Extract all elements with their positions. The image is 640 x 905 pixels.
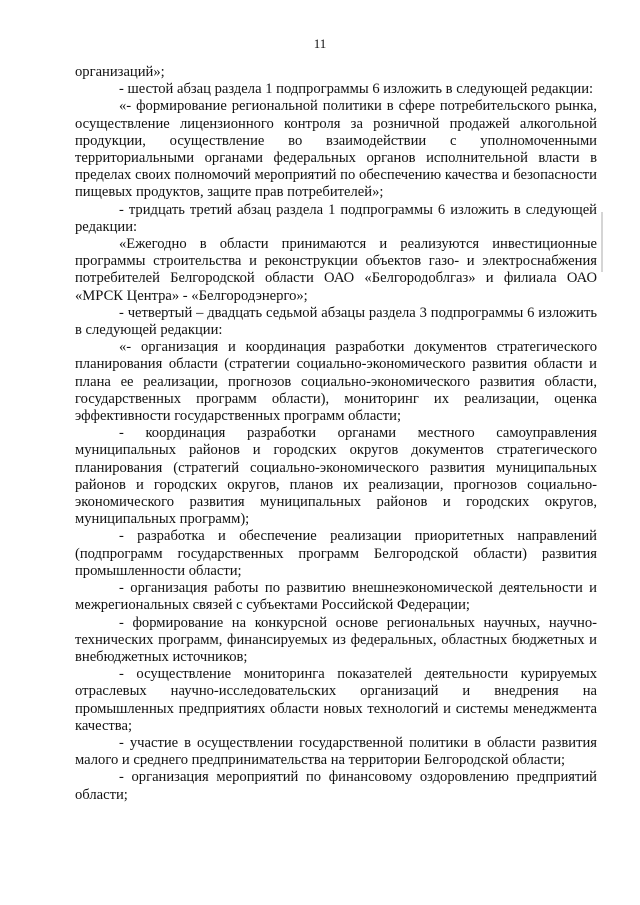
paragraph: - разработка и обеспечение реализации приоритетных направлений (подпрограмм государственных программ Белгородской области) развития промышленности области; [75, 528, 597, 579]
paragraph: - формирование на конкурсной основе региональных научных, научно-технических программ, финансируемых из федеральных, областных бюджетных и внебюджетных источников; [75, 614, 597, 665]
document-body [75, 64, 597, 804]
page-number: 11 [313, 36, 327, 51]
paragraph: - шестой абзац раздела 1 подпрограммы 6 изложить в следующей редакции: [119, 81, 594, 98]
paragraph: «- организация и координация разработки документов стратегического планирования области (стратегии социально-экономического развития области и плана ее реализации, прогнозов социально-экономического развития области, государственных программ области), мониторинг их реализации, оценка эффективности государственных программ области; [75, 339, 597, 425]
paragraph: «- формирование региональной политики в сфере потребительского рынка, осуществление лицензионного контроля за розничной продажей алкогольной продукции, осуществление во взаимодействии с уполномоченными территориальными органами федеральных органов исполнительной власти в пределах своих полномочий мероприятий по обеспечению качества и безопасности пищевых продуктов, защите прав потребителей»; [75, 98, 597, 201]
paragraph: - четвертый – двадцать седьмой абзацы раздела 3 подпрограммы 6 изложить в следующей редакции: [75, 304, 597, 339]
paragraph: организаций»; [75, 64, 165, 80]
scan-artifact [598, 212, 608, 272]
paragraph: - организация мероприятий по финансовому оздоровлению предприятий области; [75, 769, 597, 803]
paragraph: «Ежегодно в области принимаются и реализуются инвестиционные программы строительства и реконструкции объектов газо- и электроснабжения потребителей Белгородской области ОАО «Белгородоблгаз» и филиала ОАО «МРСК Центра» - «Белгородэнерго»; [75, 236, 597, 304]
paragraph: - координация разработки органами местного самоуправления муниципальных районов и городских округов документов стратегического планирования (стратегий социально-экономического развития муниципальных районов и городских округов, планов их реализации, прогнозов социально-экономического развития муниципальных районов и городских округов, муниципальных программ); [75, 425, 597, 528]
paragraph: - тридцать третий абзац раздела 1 подпрограммы 6 изложить в следующей редакции: [75, 201, 597, 235]
paragraph: - участие в осуществлении государственной политики в области развития малого и среднего предпринимательства на территории Белгородской области; [75, 734, 597, 769]
paragraph: - осуществление мониторинга показателей деятельности курируемых отраслевых научно-исследовательских организаций и внедрения на промышленных предприятиях области новых технологий и системы менеджмента качества; [75, 666, 597, 734]
paragraph: - организация работы по развитию внешнеэкономической деятельности и межрегиональных связей с субъектами Российской Федерации; [75, 580, 597, 614]
